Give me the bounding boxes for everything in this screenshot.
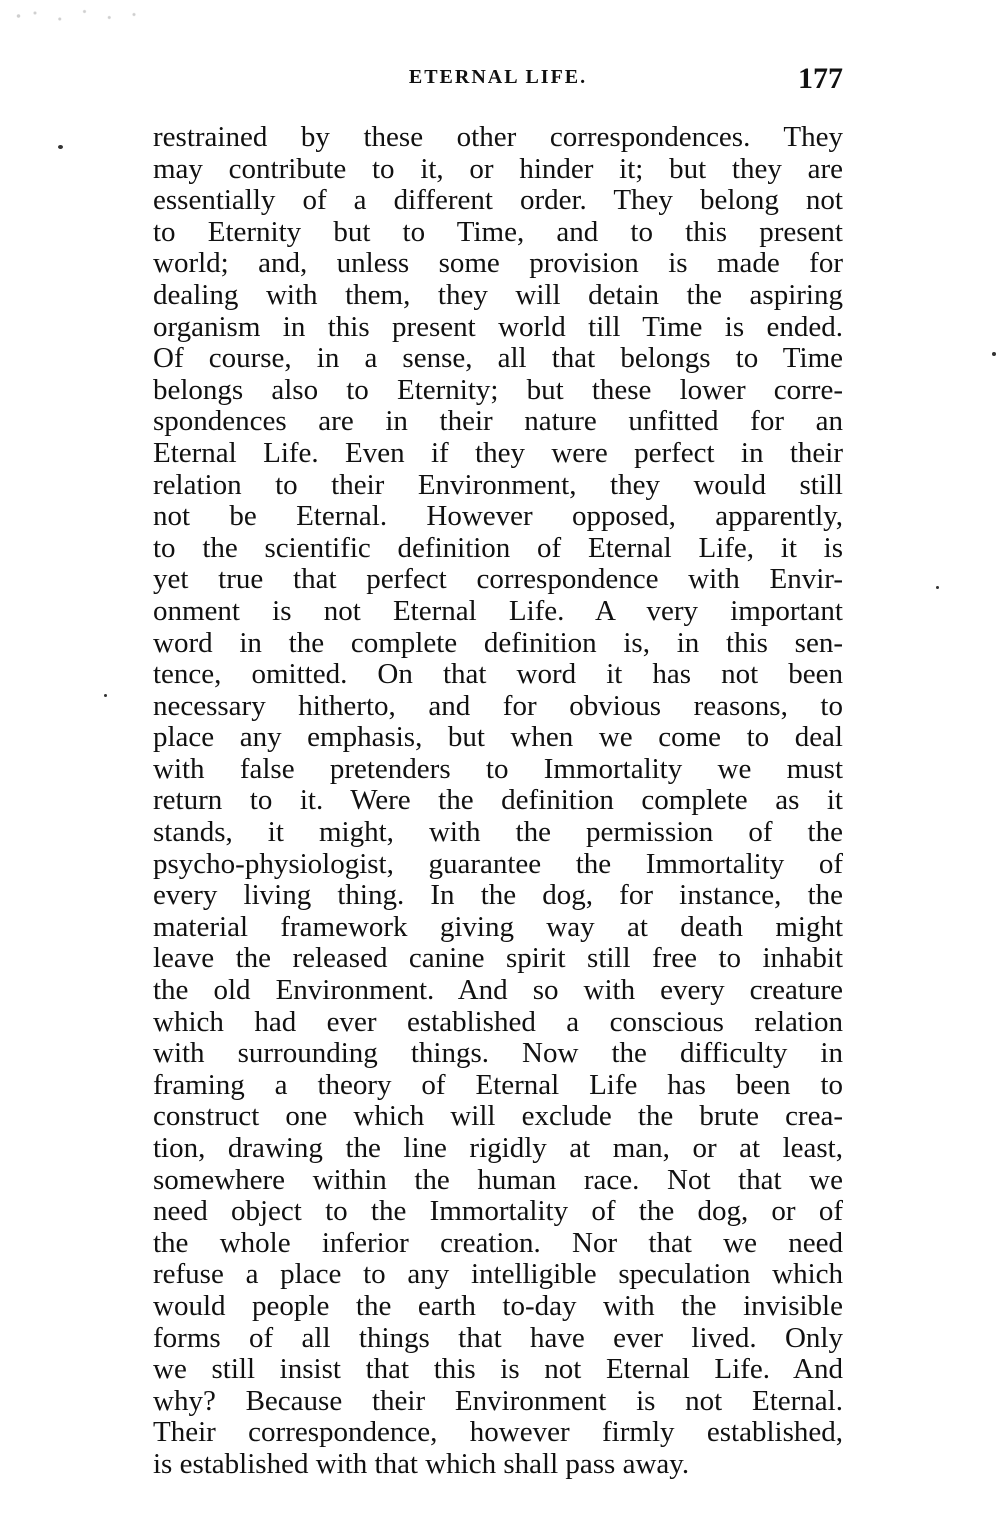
body-text [153, 122, 843, 1481]
text-line: necessary hitherto, and for obvious reasons, to [153, 690, 843, 722]
text-line: Eternal Life. Even if they were perfect in their [153, 437, 843, 469]
page-smudge [2, 4, 167, 34]
ink-speck [104, 694, 107, 697]
text-line: somewhere within the human race. Not that we [153, 1164, 843, 1196]
text-line: to Eternity but to Time, and to this present [153, 216, 843, 248]
text-line: Their correspondence, however firmly established, [153, 1417, 843, 1449]
text-line: would people the earth to-day with the invisible [153, 1290, 843, 1322]
text-line: stands, it might, with the permission of the [153, 817, 843, 849]
text-line: refuse a place to any intelligible speculation which [153, 1259, 843, 1291]
text-line: leave the released canine spirit still free to inhabit [153, 943, 843, 975]
text-line: with surrounding things. Now the difficulty in [153, 1038, 843, 1070]
ink-speck [992, 352, 996, 356]
text-line: the old Environment. And so with every creature [153, 975, 843, 1007]
text-line: spondences are in their nature unfitted for an [153, 406, 843, 438]
ink-speck [936, 586, 939, 589]
text-line: yet true that perfect correspondence with Envir- [153, 564, 843, 596]
running-head [153, 62, 843, 96]
text-line: tion, drawing the line rigidly at man, or at least, [153, 1133, 843, 1164]
text-line: forms of all things that have ever lived. Only [153, 1322, 843, 1354]
text-line: psycho-physiologist, guarantee the Immortality of [153, 848, 843, 880]
text-line: which had ever established a conscious relation [153, 1006, 843, 1038]
text-line: return to it. Were the definition complete as it [153, 785, 843, 817]
text-line: essentially of a different order. They belong not [153, 185, 843, 217]
text-line: organism in this present world till Time is ended. [153, 311, 843, 343]
text-line: need object to the Immortality of the dog, or of [153, 1196, 843, 1228]
text-line: place any emphasis, but when we come to deal [153, 722, 843, 754]
text-line: why? Because their Environment is not Eternal. [153, 1385, 843, 1417]
page-number: 177 [798, 62, 843, 95]
text-line: material framework giving way at death might [153, 911, 843, 943]
text-line: framing a theory of Eternal Life has been to [153, 1069, 843, 1101]
text-line: every living thing. In the dog, for instance, the [153, 880, 843, 912]
text-line: onment is not Eternal Life. A very important [153, 595, 843, 627]
text-line: is established with that which shall pass away. [153, 1448, 690, 1480]
text-line: we still insist that this is not Eternal Life. And [153, 1354, 843, 1386]
text-line: belongs also to Eternity; but these lower corre- [153, 374, 843, 406]
ink-speck [58, 145, 63, 149]
text-line: restrained by these other correspondences. They [153, 122, 843, 153]
text-line: relation to their Environment, they would still [153, 469, 843, 501]
text-line: with false pretenders to Immortality we must [153, 753, 843, 785]
text-line: not be Eternal. However opposed, apparently, [153, 501, 843, 533]
text-line: dealing with them, they will detain the aspiring [153, 279, 843, 311]
text-line: tence, omitted. On that word it has not been [153, 659, 843, 691]
text-line: word in the complete definition is, in this sen- [153, 627, 843, 659]
text-line: construct one which will exclude the brute crea- [153, 1101, 843, 1133]
text-line: to the scientific definition of Eternal Life, it is [153, 532, 843, 564]
text-line: Of course, in a sense, all that belongs to Time [153, 343, 843, 375]
text-line: world; and, unless some provision is made for [153, 248, 843, 280]
running-title: ETERNAL LIFE. [408, 66, 588, 88]
text-line: may contribute to it, or hinder it; but they are [153, 153, 843, 185]
text-line: the whole inferior creation. Nor that we need [153, 1227, 843, 1259]
